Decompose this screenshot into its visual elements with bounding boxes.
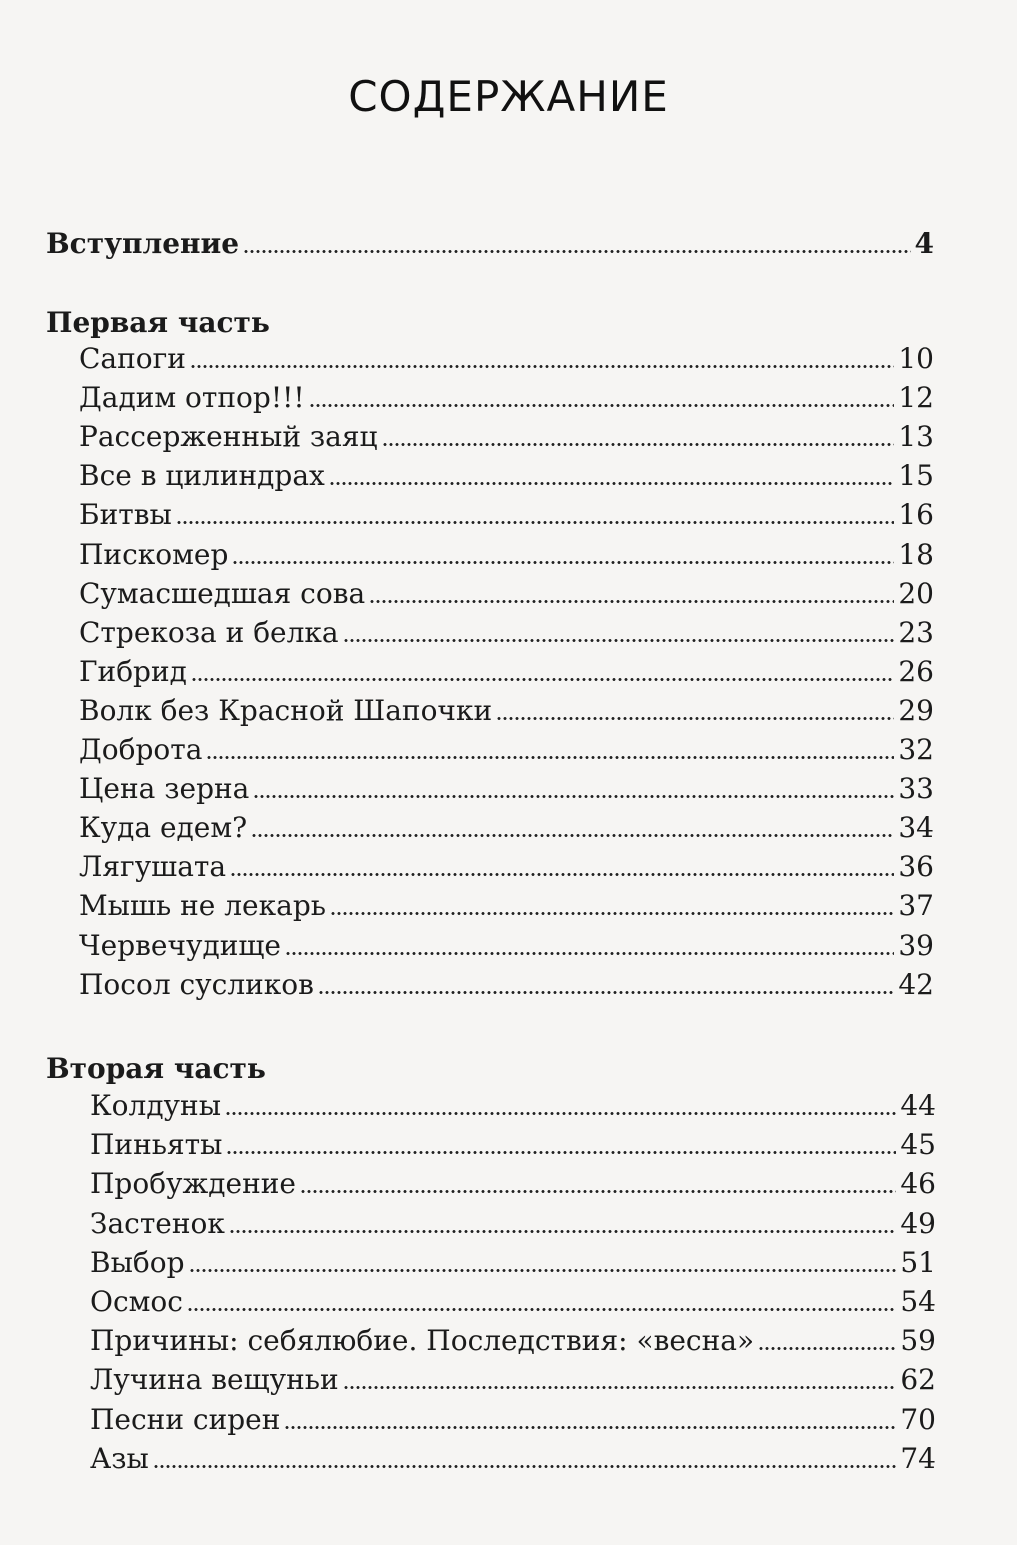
section-heading-part2: Вторая часть bbox=[46, 1052, 266, 1085]
dot-leader bbox=[243, 250, 910, 253]
toc-entry-label: Посол сусликов bbox=[79, 968, 314, 1001]
toc-entry-label: Мышь не лекарь bbox=[79, 889, 326, 922]
toc-entry bbox=[90, 1321, 936, 1361]
dot-leader bbox=[318, 991, 894, 994]
dot-leader bbox=[300, 1190, 896, 1193]
toc-entry bbox=[90, 1282, 936, 1322]
toc-entry-label: Осмос bbox=[90, 1285, 183, 1318]
toc-entry-page: 34 bbox=[898, 811, 934, 844]
dot-leader bbox=[176, 521, 895, 524]
toc-entry bbox=[79, 769, 934, 809]
toc-entry bbox=[79, 652, 934, 692]
dot-leader bbox=[285, 952, 894, 955]
dot-leader bbox=[343, 639, 895, 642]
toc-entry bbox=[90, 1125, 936, 1165]
toc-entry-page: 74 bbox=[900, 1442, 936, 1475]
toc-entry-page: 4 bbox=[914, 227, 934, 260]
dot-leader bbox=[758, 1347, 896, 1350]
toc-entry-label: Пиньяты bbox=[90, 1128, 223, 1161]
toc-entry-label: Причины: себялюбие. Последствия: «весна» bbox=[90, 1324, 755, 1357]
page-title: СОДЕРЖАНИЕ bbox=[348, 72, 669, 121]
toc-entry-label: Сапоги bbox=[79, 342, 186, 375]
toc-entry bbox=[79, 378, 934, 418]
toc-entry-page: 54 bbox=[900, 1285, 936, 1318]
dot-leader bbox=[189, 1269, 897, 1272]
toc-entry bbox=[79, 339, 934, 379]
dot-leader bbox=[191, 678, 894, 681]
dot-leader bbox=[253, 795, 894, 798]
toc-entry-page: 59 bbox=[900, 1324, 936, 1357]
dot-leader bbox=[496, 717, 894, 720]
toc-entry-page: 70 bbox=[900, 1403, 936, 1436]
toc-entry bbox=[79, 808, 934, 848]
toc-entry-label: Вступление bbox=[46, 227, 240, 260]
toc-entry bbox=[79, 535, 934, 575]
dot-leader bbox=[225, 1112, 896, 1115]
toc-entry-page: 23 bbox=[898, 616, 934, 649]
toc-entry bbox=[90, 1086, 936, 1126]
toc-entry-label: Пробуждение bbox=[90, 1167, 296, 1200]
toc-entry-label: Все в цилиндрах bbox=[79, 459, 325, 492]
section-heading-part1: Первая часть bbox=[46, 306, 270, 339]
toc-entry-intro bbox=[46, 224, 934, 264]
dot-leader bbox=[382, 443, 895, 446]
toc-entry bbox=[79, 691, 934, 731]
toc-entry-page: 29 bbox=[898, 694, 934, 727]
toc-entry-label: Червечудище bbox=[79, 929, 281, 962]
toc-entry bbox=[79, 965, 934, 1005]
dot-leader bbox=[229, 1230, 896, 1233]
toc-entry-page: 16 bbox=[898, 498, 934, 531]
toc-entry-page: 26 bbox=[898, 655, 934, 688]
toc-entry-label: Цена зерна bbox=[79, 772, 250, 805]
dot-leader bbox=[206, 756, 894, 759]
toc-entry bbox=[90, 1204, 936, 1244]
toc-entry-page: 32 bbox=[898, 733, 934, 766]
toc-entry-label: Доброта bbox=[79, 733, 203, 766]
toc-entry bbox=[90, 1400, 936, 1440]
dot-leader bbox=[187, 1308, 896, 1311]
toc-entry bbox=[79, 886, 934, 926]
toc-entry-label: Колдуны bbox=[90, 1089, 221, 1122]
dot-leader bbox=[232, 561, 894, 564]
toc-entry bbox=[79, 456, 934, 496]
toc-entry bbox=[79, 495, 934, 535]
toc-entry-page: 46 bbox=[900, 1167, 936, 1200]
dot-leader bbox=[230, 873, 894, 876]
toc-entry-label: Стрекоза и белка bbox=[79, 616, 339, 649]
toc-entry-page: 36 bbox=[898, 850, 934, 883]
toc-entry bbox=[79, 730, 934, 770]
toc-entry-label: Куда едем? bbox=[79, 811, 248, 844]
toc-entry-label: Лучина вещуньи bbox=[90, 1363, 339, 1396]
toc-entry bbox=[79, 417, 934, 457]
dot-leader bbox=[251, 834, 894, 837]
toc-entry-page: 10 bbox=[898, 342, 934, 375]
dot-leader bbox=[343, 1386, 897, 1389]
dot-leader bbox=[329, 482, 895, 485]
dot-leader bbox=[369, 600, 894, 603]
toc-entry-label: Выбор bbox=[90, 1246, 185, 1279]
toc-entry-label: Азы bbox=[90, 1442, 149, 1475]
toc-entry bbox=[79, 847, 934, 887]
toc-entry-page: 15 bbox=[898, 459, 934, 492]
toc-entry-label: Рассерженный заяц bbox=[79, 420, 378, 453]
dot-leader bbox=[190, 365, 894, 368]
toc-entry-page: 13 bbox=[898, 420, 934, 453]
toc-entry-label: Битвы bbox=[79, 498, 172, 531]
toc-entry-page: 37 bbox=[898, 889, 934, 922]
toc-entry-page: 33 bbox=[898, 772, 934, 805]
toc-entry-page: 39 bbox=[898, 929, 934, 962]
toc-entry-page: 45 bbox=[900, 1128, 936, 1161]
toc-entry-label: Сумасшедшая сова bbox=[79, 577, 366, 610]
toc-entry-label: Дадим отпор!!! bbox=[79, 381, 305, 414]
dot-leader bbox=[226, 1151, 896, 1154]
dot-leader bbox=[153, 1465, 897, 1468]
toc-entry-label: Пискомер bbox=[79, 538, 229, 571]
toc-entry-page: 12 bbox=[898, 381, 934, 414]
toc-entry-page: 49 bbox=[900, 1207, 936, 1240]
toc-entry bbox=[90, 1164, 936, 1204]
toc-entry-page: 20 bbox=[898, 577, 934, 610]
toc-entry-page: 51 bbox=[900, 1246, 936, 1279]
dot-leader bbox=[309, 404, 895, 407]
toc-entry-label: Песни сирен bbox=[90, 1403, 281, 1436]
toc-entry-label: Гибрид bbox=[79, 655, 187, 688]
toc-entry-page: 44 bbox=[900, 1089, 936, 1122]
dot-leader bbox=[330, 912, 894, 915]
dot-leader bbox=[284, 1426, 896, 1429]
toc-entry-label: Волк без Красной Шапочки bbox=[79, 694, 493, 727]
toc-entry-page: 18 bbox=[898, 538, 934, 571]
toc-entry bbox=[79, 926, 934, 966]
toc-entry bbox=[90, 1243, 936, 1283]
toc-entry bbox=[79, 574, 934, 614]
toc-entry bbox=[90, 1439, 936, 1479]
toc-entry bbox=[79, 613, 934, 653]
toc-entry-page: 42 bbox=[898, 968, 934, 1001]
toc-entry-label: Лягушата bbox=[79, 850, 227, 883]
toc-entry bbox=[90, 1360, 936, 1400]
toc-entry-page: 62 bbox=[900, 1363, 936, 1396]
toc-entry-label: Застенок bbox=[90, 1207, 225, 1240]
